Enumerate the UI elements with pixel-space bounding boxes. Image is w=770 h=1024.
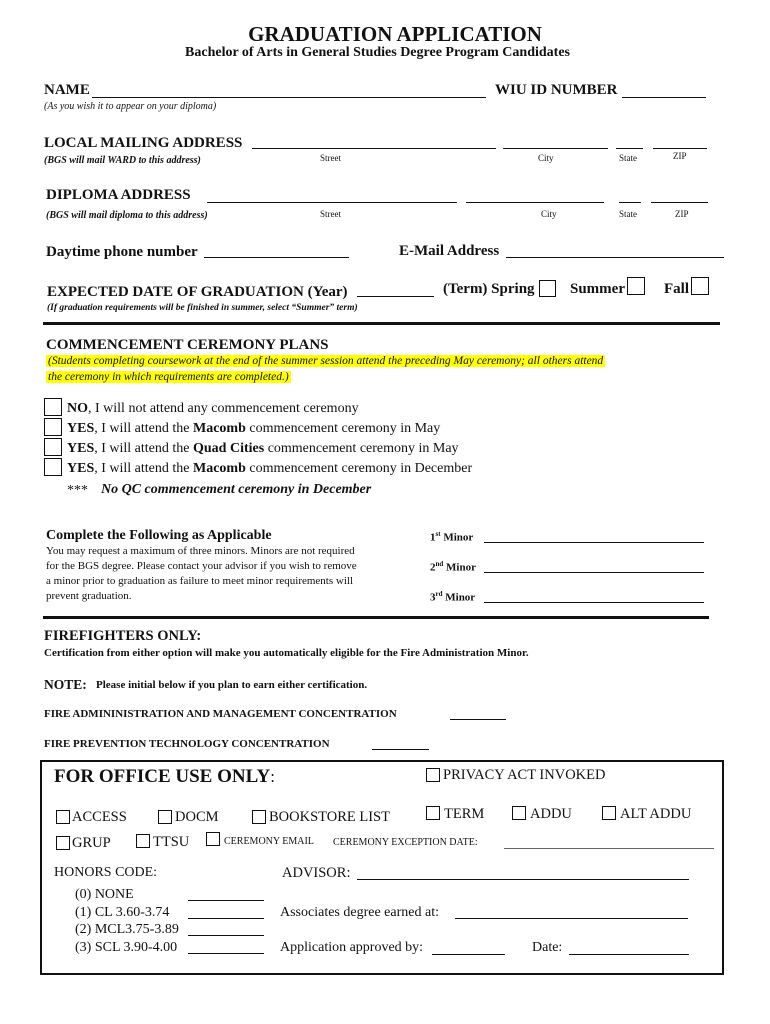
minors-heading: Complete the Following as Applicable [46, 528, 272, 543]
fire-prev-initial-field[interactable] [372, 749, 429, 750]
diploma-address-hint: (BGS will mail diploma to this address) [46, 210, 208, 221]
summer-checkbox[interactable] [627, 277, 645, 295]
approved-by-field[interactable] [432, 954, 505, 955]
ceremony-option-no: NO, I will not attend any commencement ceremony [67, 401, 359, 416]
minors-text-4: prevent graduation. [46, 590, 132, 602]
office-use-heading: FOR OFFICE USE ONLY: [54, 766, 275, 787]
honors-3-field[interactable] [188, 953, 264, 954]
summer-term-note: (If graduation requirements will be finished in summer, select “Summer” term) [47, 303, 358, 313]
name-field[interactable] [92, 97, 486, 98]
access-label: ACCESS [72, 809, 127, 825]
grup-checkbox[interactable] [56, 836, 70, 850]
firefighters-heading: FIREFIGHTERS ONLY: [44, 628, 202, 644]
fire-admin-label: FIRE ADMININISTRATION AND MANAGEMENT CONCENTRATION [44, 708, 397, 720]
honors-2: (2) MCL3.75-3.89 [75, 922, 179, 937]
email-label: E-Mail Address [399, 243, 500, 259]
diploma-address-label: DIPLOMA ADDRESS [46, 187, 191, 203]
wiu-id-label: WIU ID NUMBER [495, 82, 618, 98]
honors-2-field[interactable] [188, 935, 264, 936]
addu-label: ADDU [530, 806, 572, 822]
minor-1-label: 1st Minor [430, 530, 474, 544]
diploma-state-label: State [619, 209, 637, 219]
diploma-zip-field[interactable] [651, 202, 708, 203]
note-text: Please initial below if you plan to earn either certification. [96, 679, 368, 691]
minor-2-field[interactable] [484, 572, 704, 573]
alt-addu-checkbox[interactable] [602, 806, 616, 820]
diploma-city-label: City [541, 209, 557, 219]
ceremony-note-line1: (Students completing coursework at the end of the summer session attend the preceding May ceremony; all others attend [48, 355, 604, 367]
term-spring-label: (Term) Spring [443, 281, 535, 297]
ceremony-qc-may-checkbox[interactable] [44, 438, 62, 456]
firefighters-cert-text: Certification from either option will make you automatically eligible for the Fire Administration Minor. [44, 647, 529, 659]
grup-label: GRUP [72, 835, 111, 851]
local-zip-label: ZIP [673, 151, 687, 161]
ceremony-option-macomb-dec: YES, I will attend the Macomb commencement ceremony in December [67, 461, 473, 476]
diploma-city-field[interactable] [466, 202, 604, 203]
minors-text-3: a minor prior to graduation as failure to meet minor requirements will [46, 575, 353, 587]
minors-text-1: You may request a maximum of three minors. Minors are not required [46, 545, 355, 557]
term-fall-label: Fall [664, 281, 689, 297]
minor-3-label: 3rd Minor [430, 590, 476, 604]
page-title: GRADUATION APPLICATION [248, 22, 542, 46]
addu-checkbox[interactable] [512, 806, 526, 820]
ceremony-email-label: CEREMONY EMAIL [224, 836, 314, 847]
privacy-label: PRIVACY ACT INVOKED [443, 767, 606, 783]
honors-1-field[interactable] [188, 918, 264, 919]
diploma-state-field[interactable] [619, 202, 641, 203]
associates-field[interactable] [455, 918, 688, 919]
minors-text-2: for the BGS degree. Please contact your advisor if you wish to remove [46, 560, 357, 572]
advisor-label: ADVISOR: [282, 865, 351, 881]
date-label: Date: [532, 940, 563, 955]
alt-addu-label: ALT ADDU [620, 806, 692, 822]
associates-label: Associates degree earned at: [280, 905, 439, 920]
note-label: NOTE: [44, 677, 87, 692]
local-street-label: Street [320, 153, 341, 163]
phone-field[interactable] [204, 257, 349, 258]
qc-stars: *** [67, 483, 88, 498]
honors-1: (1) CL 3.60-3.74 [75, 905, 170, 920]
bookstore-checkbox[interactable] [252, 810, 266, 824]
phone-label: Daytime phone number [46, 244, 198, 260]
email-field[interactable] [506, 257, 724, 258]
diploma-street-label: Street [320, 209, 341, 219]
local-state-field[interactable] [616, 148, 643, 149]
fire-prev-label: FIRE PREVENTION TECHNOLOGY CONCENTRATION [44, 738, 330, 750]
diploma-street-field[interactable] [207, 202, 457, 203]
fall-checkbox[interactable] [691, 277, 709, 295]
local-address-hint: (BGS will mail WARD to this address) [44, 155, 201, 166]
spring-checkbox[interactable] [539, 280, 556, 297]
advisor-field[interactable] [357, 879, 689, 880]
term-label: TERM [444, 806, 485, 822]
privacy-checkbox[interactable] [426, 768, 440, 782]
ceremony-option-qc-may: YES, I will attend the Quad Cities commencement ceremony in May [67, 441, 459, 456]
term-checkbox[interactable] [426, 806, 440, 820]
date-field[interactable] [569, 954, 689, 955]
section-divider [43, 322, 720, 325]
qc-december-note: No QC commencement ceremony in December [101, 482, 372, 497]
local-address-label: LOCAL MAILING ADDRESS [44, 135, 243, 151]
name-hint: (As you wish it to appear on your diploma) [44, 101, 217, 112]
honors-0: (0) NONE [75, 887, 134, 902]
bookstore-label: BOOKSTORE LIST [269, 809, 390, 825]
access-checkbox[interactable] [56, 810, 70, 824]
section-divider-2 [43, 616, 709, 619]
local-state-label: State [619, 153, 637, 163]
ceremony-macomb-may-checkbox[interactable] [44, 418, 62, 436]
honors-3: (3) SCL 3.90-4.00 [75, 940, 178, 955]
local-zip-field[interactable] [653, 148, 707, 149]
ceremony-heading: COMMENCEMENT CEREMONY PLANS [46, 337, 329, 353]
minor-2-label: 2nd Minor [430, 560, 476, 574]
name-label: NAME [44, 82, 90, 98]
ceremony-option-macomb-may: YES, I will attend the Macomb commencement ceremony in May [67, 421, 441, 436]
docm-label: DOCM [175, 809, 219, 825]
minor-3-field[interactable] [484, 602, 704, 603]
ceremony-exception-field[interactable] [504, 848, 714, 849]
honors-0-field[interactable] [188, 900, 264, 901]
ceremony-note-line2: the ceremony in which requirements are completed.) [48, 371, 289, 383]
docm-checkbox[interactable] [158, 810, 172, 824]
ttsu-label: TTSU [153, 834, 190, 850]
honors-label: HONORS CODE: [54, 865, 158, 880]
page-subtitle: Bachelor of Arts in General Studies Degree Program Candidates [185, 45, 570, 60]
term-summer-label: Summer [570, 281, 625, 297]
ttsu-checkbox[interactable] [136, 834, 150, 848]
fire-admin-initial-field[interactable] [450, 719, 506, 720]
ceremony-email-checkbox[interactable] [206, 832, 220, 846]
diploma-zip-label: ZIP [675, 209, 689, 219]
ceremony-exception-label: CEREMONY EXCEPTION DATE: [333, 837, 478, 848]
local-city-field[interactable] [503, 148, 608, 149]
wiu-id-field[interactable] [622, 97, 706, 98]
approved-by-label: Application approved by: [280, 940, 424, 955]
local-city-label: City [538, 153, 554, 163]
local-street-field[interactable] [252, 148, 496, 149]
graduation-year-field[interactable] [357, 296, 434, 297]
ceremony-macomb-dec-checkbox[interactable] [44, 458, 62, 476]
minor-1-field[interactable] [484, 542, 704, 543]
graduation-year-label: EXPECTED DATE OF GRADUATION (Year) [47, 284, 348, 300]
ceremony-no-checkbox[interactable] [44, 398, 62, 416]
